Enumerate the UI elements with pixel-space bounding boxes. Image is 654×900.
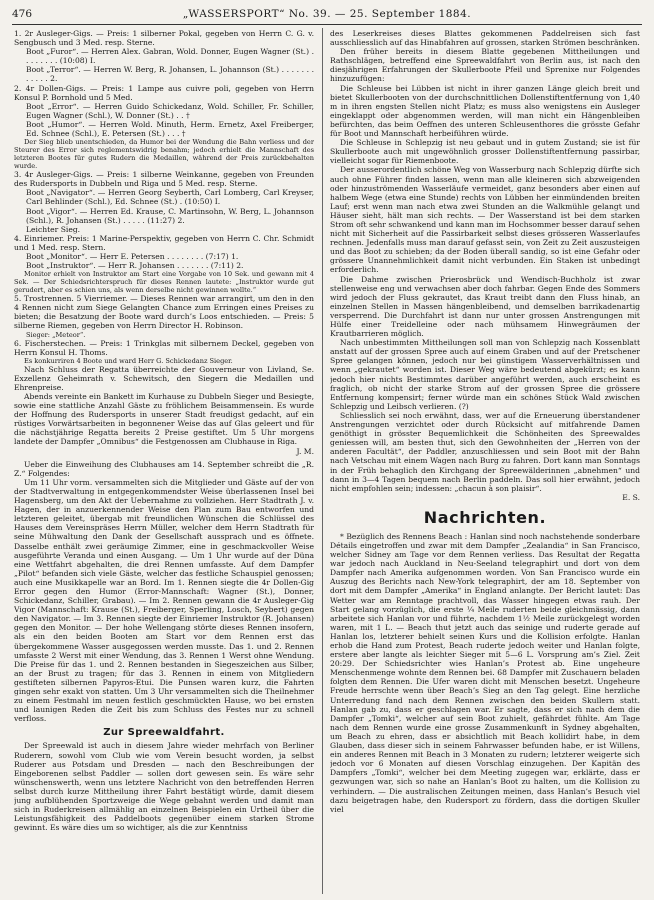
news-heading: Nachrichten. [423, 507, 547, 527]
spreewald-cont-4: Die Schleuse in Schlepzig ist neu gebaut und in gutem Zustand; sie ist für Skullerboote auch mit ungewöhnlich grosser Dollenstiftentfernung passirbar, vielleicht sogar für Riemenboote. [330, 138, 640, 166]
clubhouse-body: Um 11 Uhr vorm. versammelten sich die Mitglieder und Gäste auf der von der Stadtverwaltung in entgegenkommendster Weise überlassenen Insel bei Hagensberg, um den Akt der Uebernahme zu vollziehen. Herr Stadtrath J. v. Hagen, der in anzuerkennender Weise den Plan zum Bau entworfen und letzteren geleitet, übergab mit freundlichen Wünschen die Schlüssel des Hauses dem Vereinspräses Herrn Müller, welcher dem Herrn Stadtrath für seine Mühwaltung den Dank der Gesellschaft aussprach und es öffnete. Dasselbe enthält zwei geräumige Zimmer, eine in geschmackvoller Weise ausgeführte Veranda und einen Ausgang. — Um 1 Uhr wurde auf der Düna eine Wettfahrt abgehalten, die drei Rennen umfasste. Auf dem Dampfer „Pilot“ befanden sich viele Gäste, welcher das festliche Schauspiel genossen; auch eine Musikkapelle war an Bord. Im 1. Rennen siegte die 4r Dollen-Gig Error gegen den Humor (Error-Mannschaft: Wagner (St.), Donner, Schickedanz, Schiller, Grabau). — Im 2. Rennen gewann die 4r Ausleger-Gig Vigor (Mannschaft: Krause (St.), Freiberger, Sperling, Losch, Seybert) gegen den Navigator. — Im 3. Rennen siegte der Einriemer Instruktor (R. Johansen) gegen den Monitor. — Der hohe Wellengang störte dieses Rennen insofern, als ein den beiden Booten am Start vor dem Rennen erst das übergekommene Wasser ausgegossen werden musste. Das 1. und 2. Rennen umfasste 2 Werst mit einer Wendung, das 3. Rennen 1 Werst ohne Wendung. Die Preise für das 1. und 2. Rennen bestanden in Siegeszeichen aus Silber, an der Brust zu tragen; für das 3. Rennen in einem von Mitgliedern gestifteten silbernen Papyros-Etui. Die Punsen waren kurz, die Fahrten gingen sehr exakt von statten. Um 3 Uhr versammelten sich die Theilnehmer zu einem Festmahl im neuen festlich geschmückten Hause, wo bei ernsten und launigen Reden die Zeit bis zum Schluss des Festes nur zu schnell verfloss. [14, 477, 314, 724]
spreewald-cont-1: des Leserkreises dieses Blattes gekommenen Paddelreisen sich fast ausschliesslich auf das Hinabfahren auf grossen, starken Strömen beschränken. [330, 29, 640, 48]
banquet-paragraph: Abends vereinte ein Bankett im Kurhause zu Dubbeln Sieger und Besiegte, sowie eine stattliche Anzahl Gäste zu fröhlichem Beisammensein. Es wurde der Hoffnung des Rudersports in unserer Stadt freudigst gedacht, auf ein rüstiges Vorwärtsarbeiten in begonnener Weise das auf Glas geleert und für die nächstjährige Regatta bereits 2 Preise gestiftet. Um 5 Uhr morgens landete der Dampfer „Omnibus“ die Festgenossen am Clubhause in Riga. [14, 392, 314, 447]
spreewald-paragraph-1: Der Spreewald ist auch in diesem Jahre wieder mehrfach von Berliner Ruderern, sowohl vom Club wie vom Verein besucht worden, ja selbst Ruderer aus Potsdam und Dresden — nach den Beschreibungen der Eingeborenen selbst Paddler — sollen dort gewesen sein. Es wäre sehr wünschenswerth, wenn uns letztere Nachricht von den betreffenden Herren selbst durch kurze Mittheilung ihrer Fahrt bestätigt würde, damit diesem jung aufblühenden Sportzweige die Wege gebahnt werden und damit man sich in Ruderkreisen allmählig an einzelnen Beispielen ein Urtheil über die Leistungsfähigkeit des Paddelboots gegenüber einem starken Strome gewinnt. Es wäre dies um so wichtiger, als die zur Kenntniss [14, 741, 314, 833]
prize-ceremony: Nach Schluss der Regatta überreichte der Gouverneur von Livland, Se. Exzellenz Geheimrath v. Schewitsch, den Siegern die Medaillen und Ehrenpreise. [14, 364, 314, 392]
race-6-title: 6. Fischerstechen. — Preis: 1 Trinkglas mit silbernem Deckel, gegeben von Herrn Konsul H. Thoms. [14, 338, 314, 357]
spreewald-cont-2: Den früher bereits in diesem Blatte gegebenen Mittheilungen und Rathschlägen, betreffend eine Spreewaldfahrt von Berlin aus, ist nach den diesjährigen Erfahrungen der Skullerboote Pfeil und Sprenixe nur Folgendes hinzuzufügen: [330, 47, 640, 84]
header-rule [12, 24, 642, 25]
race-5-title: 5. Trostrennen. 5 Vierriemer. — Dieses Rennen war arrangirt, um den in den 4 Rennen nicht zum Siege Gelangten Chance zum Erringen eines Preises zu bieten; die Besatzung der Boote ward durch’s Loos entschieden. — Preis: 5 silberne Riemen, gegeben von Herrn Director H. Robinson. [14, 294, 314, 331]
news-paragraph-1: * Bezüglich des Rennens Beach : Hanlan sind noch nachstehende sonderbare Détails eingetroffen und zwar mit dem Dampfer „Zealandia“ in San Francisco, welcher Sidney am Tage vor dem Rennen verliess. Das Resultat der Regatta war jedoch nach Auckland in Neu-Seeland telegraphirt und dort von dem Dampfer nach Amerika aufgenommen worden. Von San Francisco wurde ein Auszug des Berichts nach New-York telegraphirt, der am 18. September von dort mit dem Dampfer „Amerika“ in England anlangte. Der Bericht lautet: Das Wetter war am Renntage prachtvoll, das Wasser hingegen etwas rauh. Der Start gelang vorzüglich, die erste ¼ Meile ruderten beide gleichmässig, dann arbeitete sich Hanlan vor und führte, nachdem 1½ Meile zurückgelegt worden waren, mit 1 L. — Beach thut jetzt auch das seinige und ruderte gerade auf Hanlan los, letzterer behielt seinen Kurs und die Kollision erfolgte. Hanlan erhob die Hand zum Protest, Beach ruderte jedoch weiter und Hanlan folgte, erstere aber langte als leichter Sieger mit 5—6 L. Vorsprung am’s Ziel. Zeit 20:29. Der Schiedsrichter wies Hanlan’s Protest ab. Eine ungeheure Menschenmenge wohnte dem Rennen bei. 68 Dampfer mit Zuschauern beladen folgten dem Rennen. Die Ufer waren dicht mit Menschen besetzt. Ungeheure Freude herrschte wenn über Beach’s Sieg an den Tag gelegt. Eine herzliche Unterredung fand nach dem Rennen zwischen den beiden Skullern statt. Hanlan gab zu, dass er geschlagen war. Er sagte, dass er sich nach dem die Dampfer „Tomki“, welcher auf sein Boot zuhielt, gefährdet fühlte. Am Tage nach dem Rennen wurde eine grosse Zusammenkunft in Sydney abgehalten, um Beach zu ehren, dass er absichtlich mit Beach kollidirt habe, in dem Glauben, dass dieser sich in seinem Fahrwasser befunden habe, er ist Willens, ein anderes Rennen mit Beach in 3 Monaten zu rudern; letzterer weigerte sich jedoch vor 6 Monaten auf diesen Vorschlag einzugehen. Der Kapitän des Dampfers „Tomki“, welcher bei dem Meeting zugegen war, erklärte, dass er gezwungen war, sich so nahe an Hanlan’s Boot zu halten, um die Kollision zu verhindern. — Die australischen Zeitungen meinen, dass Hanlan’s Besuch viel dazu beigetragen habe, den Rudersport zu fördern, dass die dortigen Skuller viel [330, 531, 640, 814]
race-3-boat-navigator: Boot „Navigator“. — Herren Georg Seyberth, Carl Lomberg, Carl Kreyser, Carl Behlinder (Schl.), Ed. Schnee (St.) . (10:50) I. [26, 188, 314, 207]
race-2-note: Der Sieg blieb unentschieden, da Humor bei der Wendung die Bahn verliess und der Steurer des Error sich reglementswidrig benahm; jedoch erhielt die Mannschaft des letzteren Bootes für gutes Rudern die Medaillen, während der Preis zurückbehalten wurde. [14, 138, 314, 171]
left-column [14, 29, 314, 895]
race-2-title: 2. 4r Dollen-Gigs. — Preis: 1 Lampe aus cuivre poli, gegeben von Herrn Konsul P. Bornhold und 5 Med. [14, 83, 314, 102]
race-6-note: Es konkurriren 4 Boote und ward Herr G. Schickedanz Sieger. [24, 356, 233, 365]
spreewald-cont-7: Nach unbestimmten Mittheilungen soll man von Schlepzig nach Kossenblatt anstatt auf der grossen Spree auch auf einem Graben und auf der Pretschener Spree gelangen können, jedoch nur bei günstigem Wasserverhältnissen und wenn „gekrautet“ worden ist. Dieser Weg wäre bedeutend abgekürzt; es kann jedoch hier nichts Bestimmtes darüber angeführt werden, auch erscheint es fraglich, ob nicht der starke Strom auf der grossen Spree die grössere Entfernung kompensirt; ferner würde man ein schönes Stück Wald zwischen Schlepzig und Leibsch verlieren. (?) [330, 338, 640, 411]
journal-title: „WASSERSPORT“ No. 39. — 25. September 1884. [182, 8, 472, 20]
race-4-title: 4. Einriemer. Preis: 1 Marine-Perspektiv, gegeben von Herrn C. Chr. Schmidt und 1 Med. resp. Stern. [14, 233, 314, 252]
race-results [14, 29, 314, 456]
race-1-title: 1. 2r Ausleger-Gigs. — Preis: 1 silberner Pokal, gegeben von Herrn C. G. v. Sengbusch und 3 Med. resp. Sterne. [14, 29, 314, 48]
race-2-boat-humor: Boot „Humor“. — Herren Wold. Minuth, Herm. Ernetz, Axel Freiberger, Ed. Schnee (Schl.), E. Petersen (St.) . . . † [26, 119, 314, 139]
race-4-boat-monitor: Boot „Monitor“. — Herr E. Petersen . . . . . . . . (7:17) 1. [26, 251, 239, 261]
race-1-boat-terror: Boot „Terror“. — Herren W. Berg, R. Johansen, L. Johannson (St.) . . . . . . . . . . . . 2. [26, 65, 314, 84]
race-5-winner: Sieger: „Meteor“. [26, 330, 86, 339]
race-3-boat-vigor: Boot „Vigor“. — Herren Ed. Krause, C. Martinsohn, W. Berg, L. Johannson (Schl.), R. Johansen (St.) . . . . . (11:27) 2. [26, 206, 314, 225]
race-3-title: 3. 4r Ausleger-Gigs. — Preis: 1 silberne Weinkanne, gegeben von Freunden des Rudersports in Dubbeln und Riga und 5 Med. resp. Sterne. [14, 170, 314, 189]
page-header [12, 6, 642, 22]
column-divider [322, 28, 323, 894]
spreewald-cont-8: Schliesslich sei noch erwähnt, dass, wer auf die Erneuerung überstandener Anstrengungen verzichtet oder durch Rücksicht auf mitfahrende Damen genöthigt in grösster Bequemlichkeit die Schönheiten des Spreewaldes geniessen will, am besten thut, sich den Gewohnheiten der „Herren von der anderen Facultät“, der Paddler, anzuschliessen und sein Boot mit der Bahn nach Vetschau mit einem Wagen nach Burg zu fahren. Dort kann man Sonntags in der Früh behaglich den Kirchgang der Spreewälderinnen „abnehmen“ und dann in 3—4 Tagen bequem nach Berlin paddeln. Das soll hier erwähnt, jedoch nicht empfohlen sein; indessen: „chacun à son plaisir“. [330, 410, 640, 493]
signature-jm: J. M. [296, 446, 314, 456]
spreewald-cont-5: Der ausserordentlich schöne Weg von Wasserburg nach Schlepzig dürfte sich auch ohne Führer finden lassen, wenn man alle kleineren sich abzweigenden oder hinzuströmenden Wasserläufe vermeidet, ganz besonders aber einen auf halbem Wege (etwa eine Stunde) rechts von Lübben her einmündenden breiten Lauf; erst wenn man nach etwa zwei Stunden an die Walkmühle gelangt und Häuser sieht, hält man sich rechts. — Der Wasserstand ist bei dem starken Strom oft sehr schwankend und kann man im Hochsommer besser darauf sehen nicht mit Sicherheit auf die Passirbarkeit selbst dieses grösseren Wasserlaufes rechnen. Jedenfalls muss man darauf gefasst sein, von Zeit zu Zeit auszusteigen und das Boot zu schieben; da der Boden überall sandig, so ist eine Gefahr oder grössere Unannehmlichkeit damit nicht verbunden. Ein Staken ist unbedingt erforderlich. [330, 165, 640, 275]
spreewald-cont-6: Die Dahme zwischen Prierosbrück und Wendisch-Buchholz ist zwar stellenweise eng und verwachsen aber doch fahrbar. Gegen Ende des Sommers wird jedoch der Fluss gekrautet, das Kraut treibt dann den Fluss hinab, an einzelnen Stellen in Massen hängenbleibend, und demselben barrikadenartig versperrend. Die Durchfahrt ist dann nur unter grossen Anstrengungen mit Hülfe einer Treidelleine oder nach mühsamem Hinwegräumen der Krautbarrieren möglich. [330, 274, 640, 339]
spreewald-cont-3: Die Schleuse bei Lübben ist nicht in ihrer ganzen Länge gleich breit und bietet Skullerbooten von der durchschnittlichen Dollenstiftentfernung von 1,40 m in ihren engsten Stellen nicht Platz; es muss also wenigstens ein Ausleger eingeklappt oder abgenommen werden, will man nicht ein Hängenbleiben befürchten, das beim Oeffnen des unteren Schleusenthores die grösste Gefahr für Boot und Mannschaft herbeiführen würde. [330, 83, 640, 139]
race-4-note: Monitor erhielt von Instruktor am Start eine Vorgabe von 10 Sek. und gewann mit 4 Sek. — Der Schiedsrichterspruch für dieses Rennen lautete: „Instruktor wurde gut gerudert, aber es schien uns, als wenn derselbe nicht gewinnen wollte.“ [14, 270, 314, 295]
race-3-note: Leichter Sieg. [26, 224, 81, 234]
clubhouse-intro: Ueber die Einweihung des Clubhauses am 14. September schreibt die „R. Z.“ Folgendes: [14, 459, 314, 478]
signature-es: E. S. [622, 492, 640, 502]
race-4-boat-instruktor: Boot „Instruktor“. — Herr R. Johansen . . . . . . . (7:11) 2. [26, 261, 244, 271]
race-2-boat-error: Boot „Error“. — Herren Guido Schickedanz, Wold. Schiller, Fr. Schiller, Eugen Wagner (Schl.), W. Donner (St.) . . † [26, 101, 314, 120]
race-1-boat-furor: Boot „Furor“. — Herren Alex. Gabran, Wold. Donner, Eugen Wagner (St.) . . . . . . . . (10:08) I. [26, 47, 314, 66]
spreewald-heading: Zur Spreewaldfahrt. [103, 727, 225, 739]
right-column [330, 29, 640, 895]
page-number: 476 [12, 8, 33, 20]
